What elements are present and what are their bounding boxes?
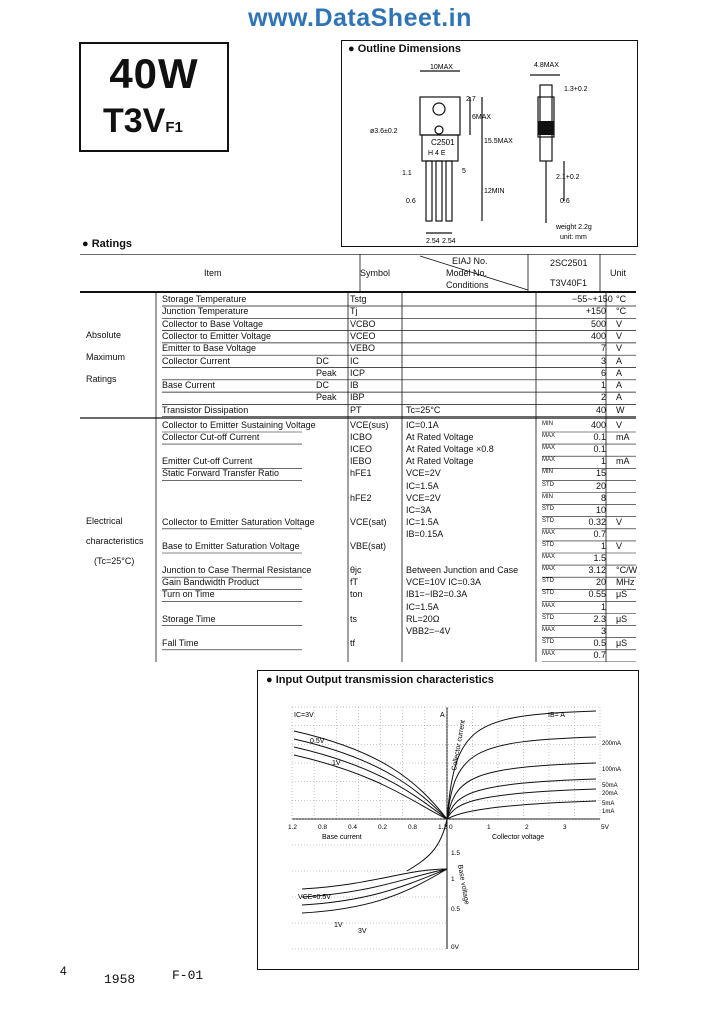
dim-label: 15.5MAX	[484, 138, 513, 145]
transfer-curve	[294, 755, 447, 819]
row-unit: °C/W	[616, 565, 638, 576]
row-symbol: ts	[350, 613, 358, 624]
row-sub: DC	[316, 355, 329, 366]
row-qualifier: STD	[542, 578, 554, 585]
row-unit: A	[616, 367, 623, 378]
site-header[interactable]: www.DataSheet.in	[248, 4, 472, 32]
header-conditions: Conditions	[446, 280, 489, 290]
dim-label: 12MIN	[484, 188, 505, 195]
curve-label: 1V	[334, 922, 343, 929]
curve-label: 1V	[332, 760, 341, 767]
row-symbol: IC	[350, 355, 359, 366]
row-symbol: IEBO	[350, 456, 372, 467]
row-unit: μS	[616, 637, 628, 648]
group-absolute: Maximum	[86, 352, 126, 362]
weight-note: weight 2.2g	[556, 224, 592, 231]
x-axis-label: Collector voltage	[492, 834, 545, 841]
curve-label: 20mA	[602, 791, 618, 797]
y-tick-label: 0V	[451, 944, 459, 951]
part-base: T3V	[103, 102, 166, 140]
row-value: 2	[600, 392, 606, 403]
part-number	[103, 102, 183, 141]
row-symbol: VCEO	[350, 330, 376, 341]
row-symbol: ton	[350, 589, 363, 600]
row-condition: Tc=25°C	[406, 404, 441, 415]
row-condition: VCE=10V IC=0.3A	[406, 577, 482, 588]
row-item: Collector to Emitter Voltage	[162, 330, 272, 341]
row-condition: VBB2=−4V	[406, 625, 451, 636]
row-condition: IC=1.5A	[406, 516, 439, 527]
row-symbol: VCBO	[350, 318, 376, 329]
row-value: 10	[595, 504, 606, 515]
row-item: Collector to Emitter Saturation Voltage	[162, 516, 315, 527]
row-condition: At Rated Voltage ×0.8	[406, 444, 494, 455]
row-item: Collector to Base Voltage	[162, 318, 264, 329]
group-electrical: Electrical	[86, 516, 123, 526]
row-unit: V	[616, 516, 623, 527]
row-symbol: IBP	[350, 392, 365, 403]
base-curve	[302, 869, 447, 913]
row-value: 0.1	[593, 444, 606, 455]
group-electrical: (Tc=25°C)	[94, 556, 135, 566]
row-symbol: Tstg	[350, 294, 367, 304]
row-value: 0.32	[588, 516, 606, 527]
row-value: 1	[600, 456, 606, 467]
page-number: 4	[60, 964, 67, 978]
row-symbol: hFE1	[350, 468, 372, 479]
group-absolute: Ratings	[86, 374, 117, 384]
x-tick-label: 0.8	[318, 824, 328, 831]
dim-label: 2.54	[426, 238, 440, 245]
row-qualifier: STD	[542, 542, 554, 548]
transfer-curve	[294, 747, 447, 819]
header-model-value: T3V40F1	[550, 278, 588, 288]
row-value: 20	[595, 480, 606, 491]
row-qualifier: STD	[542, 614, 554, 621]
row-symbol: Tj	[350, 306, 358, 317]
row-unit: mA	[616, 432, 630, 443]
collector-curve	[447, 737, 596, 819]
row-item: Collector Cut-off Current	[162, 432, 260, 443]
row-unit: °C	[616, 294, 627, 304]
collector-curve	[447, 763, 596, 819]
x-tick-label: 0.2	[378, 824, 388, 831]
dim-label: 2.1+0.2	[556, 174, 580, 181]
row-sub: DC	[316, 380, 329, 391]
row-condition: Between Junction and Case	[406, 565, 519, 576]
row-value: 40	[595, 404, 606, 415]
y-axis-label: Collector current	[451, 719, 467, 772]
row-sub: Peak	[316, 392, 337, 403]
row-unit: mA	[616, 456, 630, 467]
curve-label: 50mA	[602, 783, 618, 789]
header-symbol: Symbol	[360, 268, 391, 278]
transmission-chart	[258, 671, 638, 969]
x-axis-label: Base current	[322, 834, 362, 841]
dim-label: 6MAX	[472, 114, 492, 121]
x-tick-label: 0	[449, 824, 453, 831]
row-unit: °C	[616, 306, 627, 317]
dim-label: 2.54	[442, 238, 456, 245]
dim-label: 5	[462, 168, 466, 175]
curve-label: 1mA	[602, 809, 615, 815]
y-tick-label: 1	[451, 876, 455, 883]
row-qualifier: MAX	[542, 566, 556, 573]
row-unit: MHz	[616, 577, 635, 588]
row-symbol: VCE(sus)	[350, 420, 389, 430]
dim-label: 1.1	[402, 170, 412, 177]
part-suffix: F1	[165, 119, 183, 136]
row-symbol: VBE(sat)	[350, 541, 387, 551]
row-symbol: VCE(sat)	[350, 516, 387, 527]
dim-label: 0.6	[406, 198, 416, 205]
row-item: Junction Temperature	[162, 306, 249, 317]
row-value: 20	[595, 577, 606, 588]
row-sub: Peak	[316, 367, 337, 378]
row-symbol: ICEO	[350, 444, 373, 455]
y-tick-label: 0.5	[451, 906, 461, 913]
x-tick-label: 1	[487, 824, 491, 831]
collector-curve	[447, 711, 596, 819]
row-item: Base Current	[162, 380, 216, 391]
ratings-table	[80, 254, 636, 662]
dim-label: 0.6	[560, 198, 570, 205]
row-unit: V	[616, 343, 623, 354]
group-absolute: Absolute	[86, 330, 122, 340]
row-value: 6	[600, 367, 606, 378]
row-qualifier: MAX	[542, 445, 556, 452]
row-value: −55~+150	[572, 294, 613, 304]
curve-label: 3V	[358, 928, 367, 935]
row-item: Transistor Dissipation	[162, 404, 249, 415]
row-value: 500	[590, 318, 606, 329]
row-condition: IC=0.1A	[406, 420, 439, 430]
row-value: +150	[585, 306, 606, 317]
row-unit: A	[616, 355, 623, 366]
row-qualifier: STD	[542, 638, 554, 645]
title-box	[79, 42, 229, 152]
row-unit: V	[616, 420, 623, 430]
row-value: 3.12	[588, 565, 606, 576]
row-qualifier: STD	[542, 481, 554, 488]
row-symbol: PT	[350, 404, 362, 415]
row-symbol: VEBO	[350, 343, 376, 354]
row-condition: IC=1.5A	[406, 480, 439, 491]
curve-label: IC=3V	[294, 712, 314, 719]
row-value: 400	[590, 330, 606, 341]
row-unit: A	[616, 380, 623, 391]
row-value: 400	[590, 420, 606, 430]
curve-label: 5mA	[602, 801, 615, 807]
row-item: Emitter to Base Voltage	[162, 343, 257, 354]
row-symbol: θjc	[350, 565, 362, 576]
row-item: Collector Current	[162, 355, 231, 366]
row-qualifier: STD	[542, 505, 554, 512]
outline-heading: ● Outline Dimensions	[348, 43, 461, 55]
row-condition: RL=20Ω	[406, 613, 440, 624]
row-unit: μS	[616, 589, 628, 600]
row-value: 1	[600, 380, 606, 391]
row-qualifier: MAX	[542, 650, 556, 657]
row-value: 3	[600, 625, 606, 636]
row-qualifier: MAX	[542, 602, 556, 609]
row-value: 0.7	[593, 649, 606, 660]
row-symbol: ICBO	[350, 432, 373, 443]
row-condition: At Rated Voltage	[406, 456, 474, 467]
base-curve	[302, 869, 447, 889]
power-rating: 40W	[109, 50, 199, 97]
header-item: Item	[204, 268, 222, 278]
row-value: 1	[600, 601, 606, 612]
row-condition: IB1=−IB2=0.3A	[406, 589, 468, 600]
x-tick-label: 3	[563, 824, 567, 831]
header-eiaj-value: 2SC2501	[550, 258, 588, 268]
header-unit: Unit	[610, 268, 627, 278]
row-unit: V	[616, 318, 623, 329]
row-qualifier: MIN	[542, 421, 553, 427]
row-value: 15	[595, 468, 606, 479]
x-tick-label: 5V	[601, 824, 609, 831]
package-marking-1: C2501	[431, 138, 455, 147]
curve-label: 200mA	[602, 741, 622, 747]
ratings-heading: ● Ratings	[82, 238, 133, 250]
row-qualifier: MIN	[542, 469, 553, 476]
row-qualifier: MAX	[542, 457, 556, 464]
row-value: 0.7	[593, 528, 606, 539]
curve-label: IB= A	[548, 712, 565, 719]
row-condition: At Rated Voltage	[406, 432, 474, 443]
outline-dimensions-box	[341, 40, 638, 247]
x-tick-label: 1.2	[438, 824, 448, 831]
row-item: Turn on Time	[162, 589, 215, 600]
row-qualifier: STD	[542, 590, 554, 597]
document-code: F-01	[172, 968, 204, 983]
row-symbol: hFE2	[350, 492, 372, 503]
x-tick-label: 1.2	[288, 824, 298, 831]
row-condition: IC=1.5A	[406, 601, 439, 612]
row-value: 2.3	[593, 613, 606, 624]
row-item: Gain Bandwidth Product	[162, 577, 260, 588]
curve-label: 0.5V	[310, 738, 325, 745]
curve-label: 100mA	[602, 767, 622, 773]
y-tick-label: 1.5	[451, 850, 461, 857]
y-axis-unit: A	[440, 712, 445, 719]
header-eiaj: EIAJ No.	[452, 256, 488, 266]
dim-label: ø3.6±0.2	[370, 128, 398, 135]
header-model: Model No.	[446, 268, 488, 278]
row-condition: VCE=2V	[406, 492, 441, 503]
row-unit: V	[616, 541, 623, 551]
x-tick-label: 0.4	[348, 824, 358, 831]
row-symbol: fT	[350, 577, 358, 588]
row-symbol: ICP	[350, 367, 366, 378]
row-item: Static Forward Transfer Ratio	[162, 468, 280, 479]
curve-label: VCE=0.5V	[298, 894, 331, 901]
group-electrical: characteristics	[86, 536, 144, 546]
row-value: 0.55	[588, 589, 606, 600]
row-item: Junction to Case Thermal Resistance	[162, 565, 312, 576]
row-unit: μS	[616, 613, 628, 624]
row-qualifier: MAX	[542, 529, 556, 536]
row-item: Storage Temperature	[162, 294, 247, 304]
row-condition: IC=3A	[406, 504, 432, 515]
x-tick-label: 0.8	[408, 824, 418, 831]
row-qualifier: MAX	[542, 626, 556, 633]
chart-heading: ● Input Output transmission characteristics	[266, 674, 494, 686]
row-qualifier: MAX	[542, 554, 556, 561]
x-tick-label: 2	[525, 824, 529, 831]
transmission-chart-box	[257, 670, 639, 970]
row-unit: A	[616, 392, 623, 403]
package-marking-2: H 4 E	[428, 150, 446, 157]
row-unit: W	[616, 404, 625, 415]
row-item: Base to Emitter Saturation Voltage	[162, 541, 300, 551]
row-qualifier: MAX	[542, 433, 556, 440]
row-value: 1	[600, 541, 606, 551]
row-item: Collector to Emitter Sustaining Voltage	[162, 420, 316, 430]
base-curve	[302, 869, 447, 897]
row-value: 0.1	[593, 432, 606, 443]
row-value: 1.5	[593, 553, 606, 564]
row-unit: V	[616, 330, 623, 341]
outline-drawing	[342, 41, 637, 246]
year: 1958	[104, 972, 136, 987]
row-qualifier: MIN	[542, 493, 553, 500]
row-value: 3	[600, 355, 606, 366]
dim-label: 2.7	[466, 96, 476, 103]
row-value: 8	[600, 492, 606, 503]
row-value: 0.5	[593, 637, 606, 648]
unit-note: unit: mm	[560, 234, 587, 241]
row-symbol: tf	[350, 637, 356, 648]
dim-label: 10MAX	[430, 64, 453, 71]
dim-label: 1.3+0.2	[564, 86, 588, 93]
row-qualifier: STD	[542, 517, 554, 524]
row-condition: VCE=2V	[406, 468, 441, 479]
row-condition: IB=0.15A	[406, 528, 444, 539]
row-item: Storage Time	[162, 613, 216, 624]
collector-curve	[447, 801, 596, 819]
row-item: Fall Time	[162, 637, 199, 648]
row-value: 7	[600, 343, 606, 354]
row-item: Emitter Cut-off Current	[162, 456, 253, 467]
dim-label: 4.8MAX	[534, 62, 559, 69]
collector-curve	[447, 779, 596, 819]
y-axis-label: Base voltage	[456, 864, 470, 906]
row-symbol: IB	[350, 380, 359, 391]
